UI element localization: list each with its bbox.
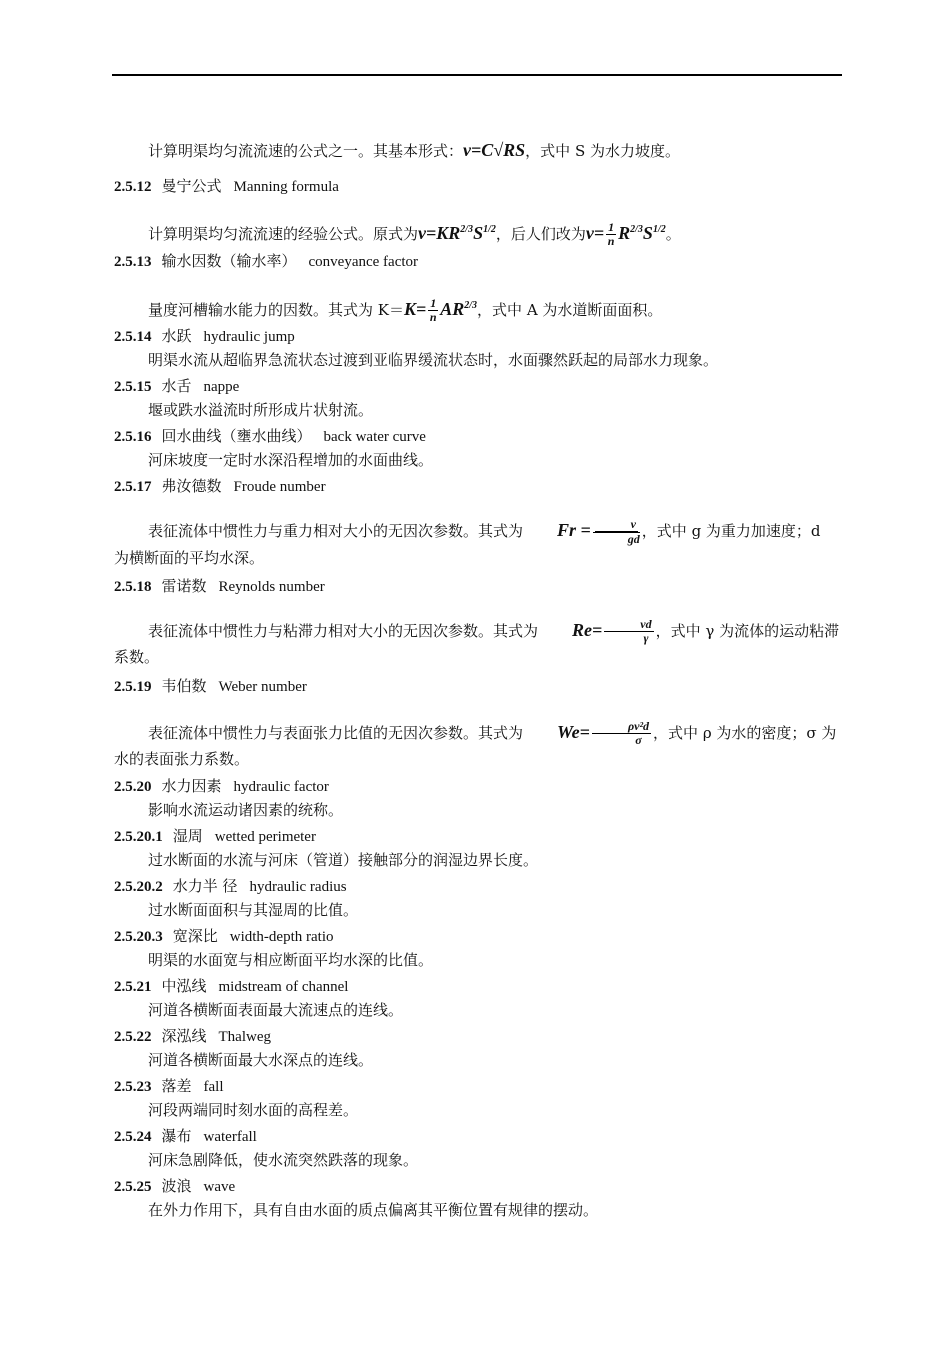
entry-number: 2.5.12 [114, 179, 152, 195]
entry-cn-term: 水舌 [161, 377, 192, 395]
entry-description: 过水断面面积与其湿周的比值。 [148, 901, 359, 919]
entry-heading [114, 776, 840, 797]
entry-cn-term: 深泓线 [161, 1027, 207, 1045]
reynolds-formula: Re= $\frac{vd}{\gamma}$ [572, 617, 652, 646]
entry-en-term: Froude number [233, 479, 326, 495]
entry-en-term: hydraulic jump [203, 329, 295, 345]
entry-number: 2.5.16 [114, 429, 152, 445]
entry-cn-term: 韦伯数 [161, 677, 207, 695]
entry-cn-term: 瀑布 [161, 1127, 192, 1145]
entry-description: 河床急剧降低，使水流突然跌落的现象。 [148, 1151, 419, 1169]
entry-en-term: fall [203, 1079, 224, 1095]
entry-description: 河段两端同时刻水面的高程差。 [148, 1101, 359, 1119]
entry-cn-term: 曼宁公式 [161, 177, 222, 195]
entry-number: 2.5.22 [114, 1029, 152, 1045]
intro-text: 计算明渠均匀流流速的公式之一。其基本形式： [148, 142, 464, 160]
entry-heading [114, 1126, 840, 1147]
desc-text: 表征流体中惯性力与粘滞力相对大小的无因次参数。其式为 [148, 622, 539, 640]
entry-en-term: width-depth ratio [229, 929, 334, 945]
entry-heading [114, 1026, 840, 1047]
entry-number: 2.5.21 [114, 979, 152, 995]
froude-formula: Fr = $\frac{v}{gd}$ [557, 517, 640, 546]
entry-number: 2.5.25 [114, 1179, 152, 1195]
entry-description: 在外力作用下，具有自由水面的质点偏离其平衡位置有规律的摆动。 [148, 1201, 599, 1219]
entry-heading [114, 676, 840, 697]
entry-number: 2.5.23 [114, 1079, 152, 1095]
entry-cn-term: 水力因素 [161, 777, 222, 795]
entry-description: 河床坡度一定时水深沿程增加的水面曲线。 [148, 451, 434, 469]
entry-number: 2.5.20.2 [114, 879, 163, 895]
desc-text: ，式中 g 为重力加速度；d 为横断面的平均水深。 [114, 522, 821, 567]
conveyance-formula: K= $\frac{1}{n}$ $AR^{2/3}$ [403, 296, 478, 325]
entry-description [114, 296, 874, 324]
entry-number: 2.5.20.3 [114, 929, 163, 945]
entry-cn-term: 水跃 [161, 327, 192, 345]
entry-cn-term: 雷诺数 [161, 577, 207, 595]
entry-cn-term: 回水曲线（壅水曲线） [161, 427, 312, 445]
entry-cn-term: 弗汝德数 [161, 477, 222, 495]
entry-cn-term: 波浪 [161, 1177, 192, 1195]
entry-en-term: midstream of channel [218, 979, 349, 995]
entry-heading [114, 826, 840, 847]
entry-heading [114, 1176, 840, 1197]
entry-number: 2.5.17 [114, 479, 152, 495]
entry-description: 河道各横断面最大水深点的连线。 [148, 1051, 374, 1069]
entry-heading [114, 876, 840, 897]
entry-description: 过水断面的水流与河床（管道）接触部分的润湿边界长度。 [148, 851, 539, 869]
manning-original-formula: $v=KR^{2/3}S^{1/2}$ [418, 223, 496, 243]
entry-heading [114, 576, 840, 597]
entry-en-term: wetted perimeter [214, 829, 316, 845]
entry-number: 2.5.13 [114, 254, 152, 270]
desc-text: 。 [665, 225, 681, 243]
entry-description: 明渠的水面宽与相应断面平均水深的比值。 [148, 951, 434, 969]
entry-description: 堰或跌水溢流时所形成片状射流。 [148, 401, 374, 419]
entry-number: 2.5.14 [114, 329, 152, 345]
header-rule [112, 74, 842, 76]
entry-en-term: hydraulic radius [249, 879, 347, 895]
entry-en-term: wave [203, 1179, 236, 1195]
entry-heading [114, 251, 840, 272]
entry-heading [114, 976, 840, 997]
entry-cn-term: 落差 [161, 1077, 192, 1095]
entry-description: 影响水流运动诸因素的统称。 [148, 801, 344, 819]
entry-heading [114, 326, 840, 347]
entry-description [114, 220, 874, 248]
entry-heading [114, 476, 840, 497]
entry-description [114, 720, 840, 772]
desc-text: 表征流体中惯性力与重力相对大小的无因次参数。其式为 [148, 522, 524, 541]
entry-en-term: hydraulic factor [233, 779, 329, 795]
desc-text: ，后人们改为 [495, 225, 586, 243]
entry-heading [114, 426, 840, 447]
entry-en-term: Manning formula [233, 179, 339, 195]
entry-en-term: conveyance factor [308, 254, 419, 270]
desc-text: 量度河槽输水能力的因数。其式为 K＝ [148, 301, 404, 319]
entry-description [114, 518, 840, 571]
desc-text: ，式中 ρ 为水的密度；σ 为水的表面张力系数。 [114, 724, 837, 769]
entry-en-term: nappe [203, 379, 240, 395]
intro-text-post: ，式中 S 为水力坡度。 [525, 142, 680, 160]
desc-text: 表征流体中惯性力与表面张力比值的无因次参数。其式为 [148, 724, 524, 742]
entry-number: 2.5.20 [114, 779, 152, 795]
entry-heading [114, 1076, 840, 1097]
manning-formula: v= $\frac{1}{n}$ $R^{2/3}S^{1/2}$ [585, 220, 666, 249]
entry-cn-term: 湿周 [172, 827, 203, 845]
entry-number: 2.5.19 [114, 679, 152, 695]
entry-number: 2.5.20.1 [114, 829, 163, 845]
entry-number: 2.5.24 [114, 1129, 152, 1145]
entry-number: 2.5.18 [114, 579, 152, 595]
entry-en-term: Weber number [218, 679, 307, 695]
entry-cn-term: 输水因数（输水率） [161, 252, 297, 270]
chezy-formula: v=C√RS [463, 140, 526, 160]
entry-description: 明渠水流从超临界急流状态过渡到亚临界缓流状态时，水面骤然跃起的局部水力现象。 [148, 351, 719, 369]
entry-heading [114, 926, 840, 947]
entry-heading [114, 376, 840, 397]
entry-en-term: Reynolds number [218, 579, 325, 595]
entry-en-term: waterfall [203, 1129, 257, 1145]
entry-en-term: Thalweg [218, 1029, 271, 1045]
entry-heading [114, 176, 840, 197]
entry-description [114, 618, 840, 670]
entry-description: 河道各横断面表面最大流速点的连线。 [148, 1001, 404, 1019]
desc-text: 计算明渠均匀流流速的经验公式。原式为 [148, 225, 419, 243]
desc-text: ，式中 γ 为流体的运动粘滞系数。 [114, 622, 840, 667]
entry-en-term: back water curve [323, 429, 426, 445]
entry-cn-term: 中泓线 [161, 977, 207, 995]
entry-cn-term: 水力半 径 [172, 877, 238, 895]
entry-number: 2.5.15 [114, 379, 152, 395]
intro-paragraph [114, 140, 874, 161]
weber-formula: We= $\frac{\text{ρv²d}}{\sigma}$ [557, 719, 650, 748]
desc-text: ，式中 A 为水道断面面积。 [477, 301, 663, 319]
entry-cn-term: 宽深比 [172, 927, 218, 945]
